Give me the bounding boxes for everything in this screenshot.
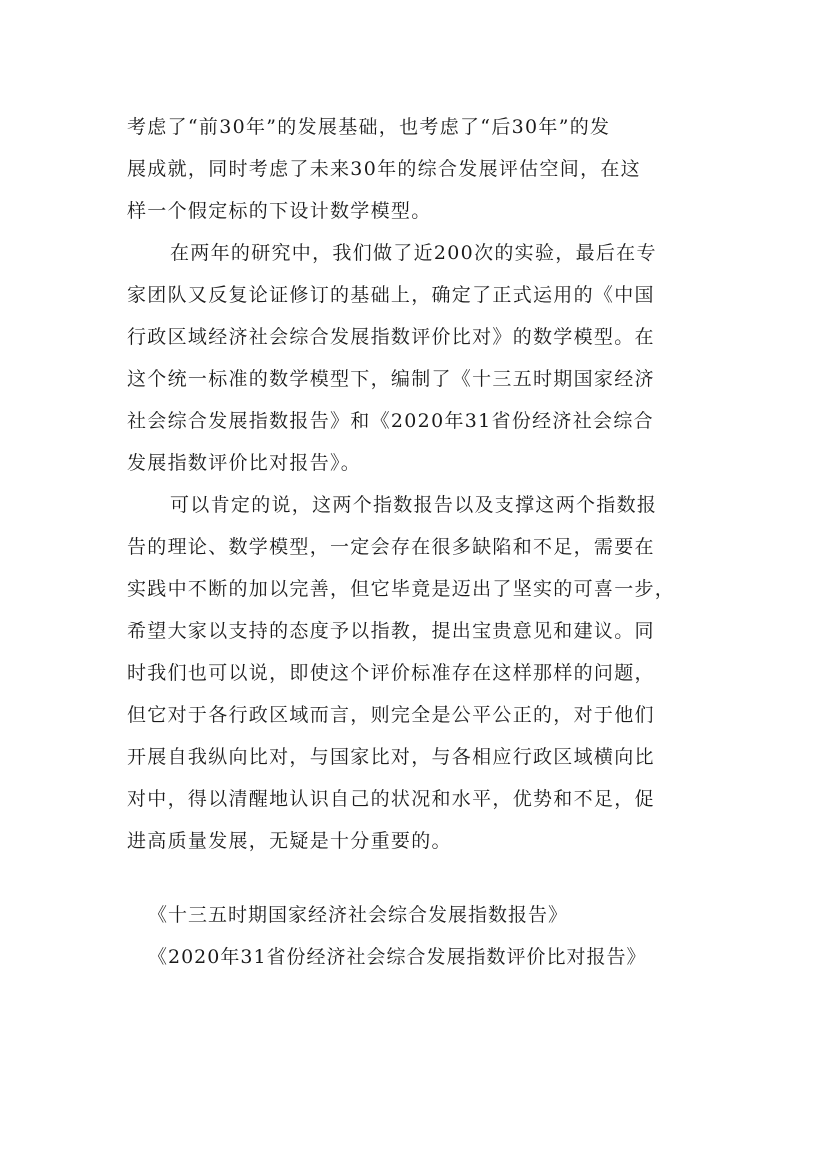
paragraph-2-line-1: 在两年的研究中，我们做了近200次的实验，最后在专 [170, 242, 657, 264]
report-title-2: 《2020年31省份经济社会综合发展指数评价比对报告》 [148, 946, 647, 968]
paragraph-1-line-2: 展成就，同时考虑了未来30年的综合发展评估空间，在这 [127, 158, 641, 180]
paragraph-3-line-8: 对中，得以清醒地认识自己的状况和水平，优势和不足，促 [127, 788, 655, 810]
paragraph-1-line-3: 样一个假定标的下设计数学模型。 [127, 200, 432, 222]
paragraph-3-line-5: 时我们也可以说，即使这个评价标准存在这样那样的问题， [127, 662, 655, 684]
paragraph-3-line-2: 告的理论、数学模型，一定会存在很多缺陷和不足，需要在 [127, 536, 655, 558]
paragraph-2-line-2: 家团队又反复论证修订的基础上，确定了正式运用的《中国 [127, 284, 655, 306]
paragraph-2-line-6: 发展指数评价比对报告》。 [127, 452, 362, 474]
paragraph-2-line-3: 行政区域经济社会综合发展指数评价比对》的数学模型。在 [127, 326, 655, 348]
paragraph-1-line-1: 考虑了“前30年”的发展基础，也考虑了“后30年”的发 [127, 116, 611, 138]
paragraph-2-line-5: 社会综合发展指数报告》和《2020年31省份经济社会综合 [127, 410, 654, 432]
paragraph-3-line-9: 进高质量发展，无疑是十分重要的。 [127, 830, 452, 852]
paragraph-3-line-7: 开展自我纵向比对，与国家比对，与各相应行政区域横向比 [127, 746, 655, 768]
report-title-1: 《十三五时期国家经济社会综合发展指数报告》 [148, 904, 569, 926]
paragraph-3-line-6: 但它对于各行政区域而言，则完全是公平公正的，对于他们 [127, 704, 655, 726]
paragraph-2-line-4: 这个统一标准的数学模型下，编制了《十三五时期国家经济 [127, 368, 655, 390]
paragraph-3-line-4: 希望大家以支持的态度予以指教，提出宝贵意见和建议。同 [127, 620, 655, 642]
paragraph-3-line-3: 实践中不断的加以完善，但它毕竟是迈出了坚实的可喜一步， [127, 578, 676, 600]
paragraph-3-line-1: 可以肯定的说，这两个指数报告以及支撑这两个指数报 [170, 494, 658, 516]
